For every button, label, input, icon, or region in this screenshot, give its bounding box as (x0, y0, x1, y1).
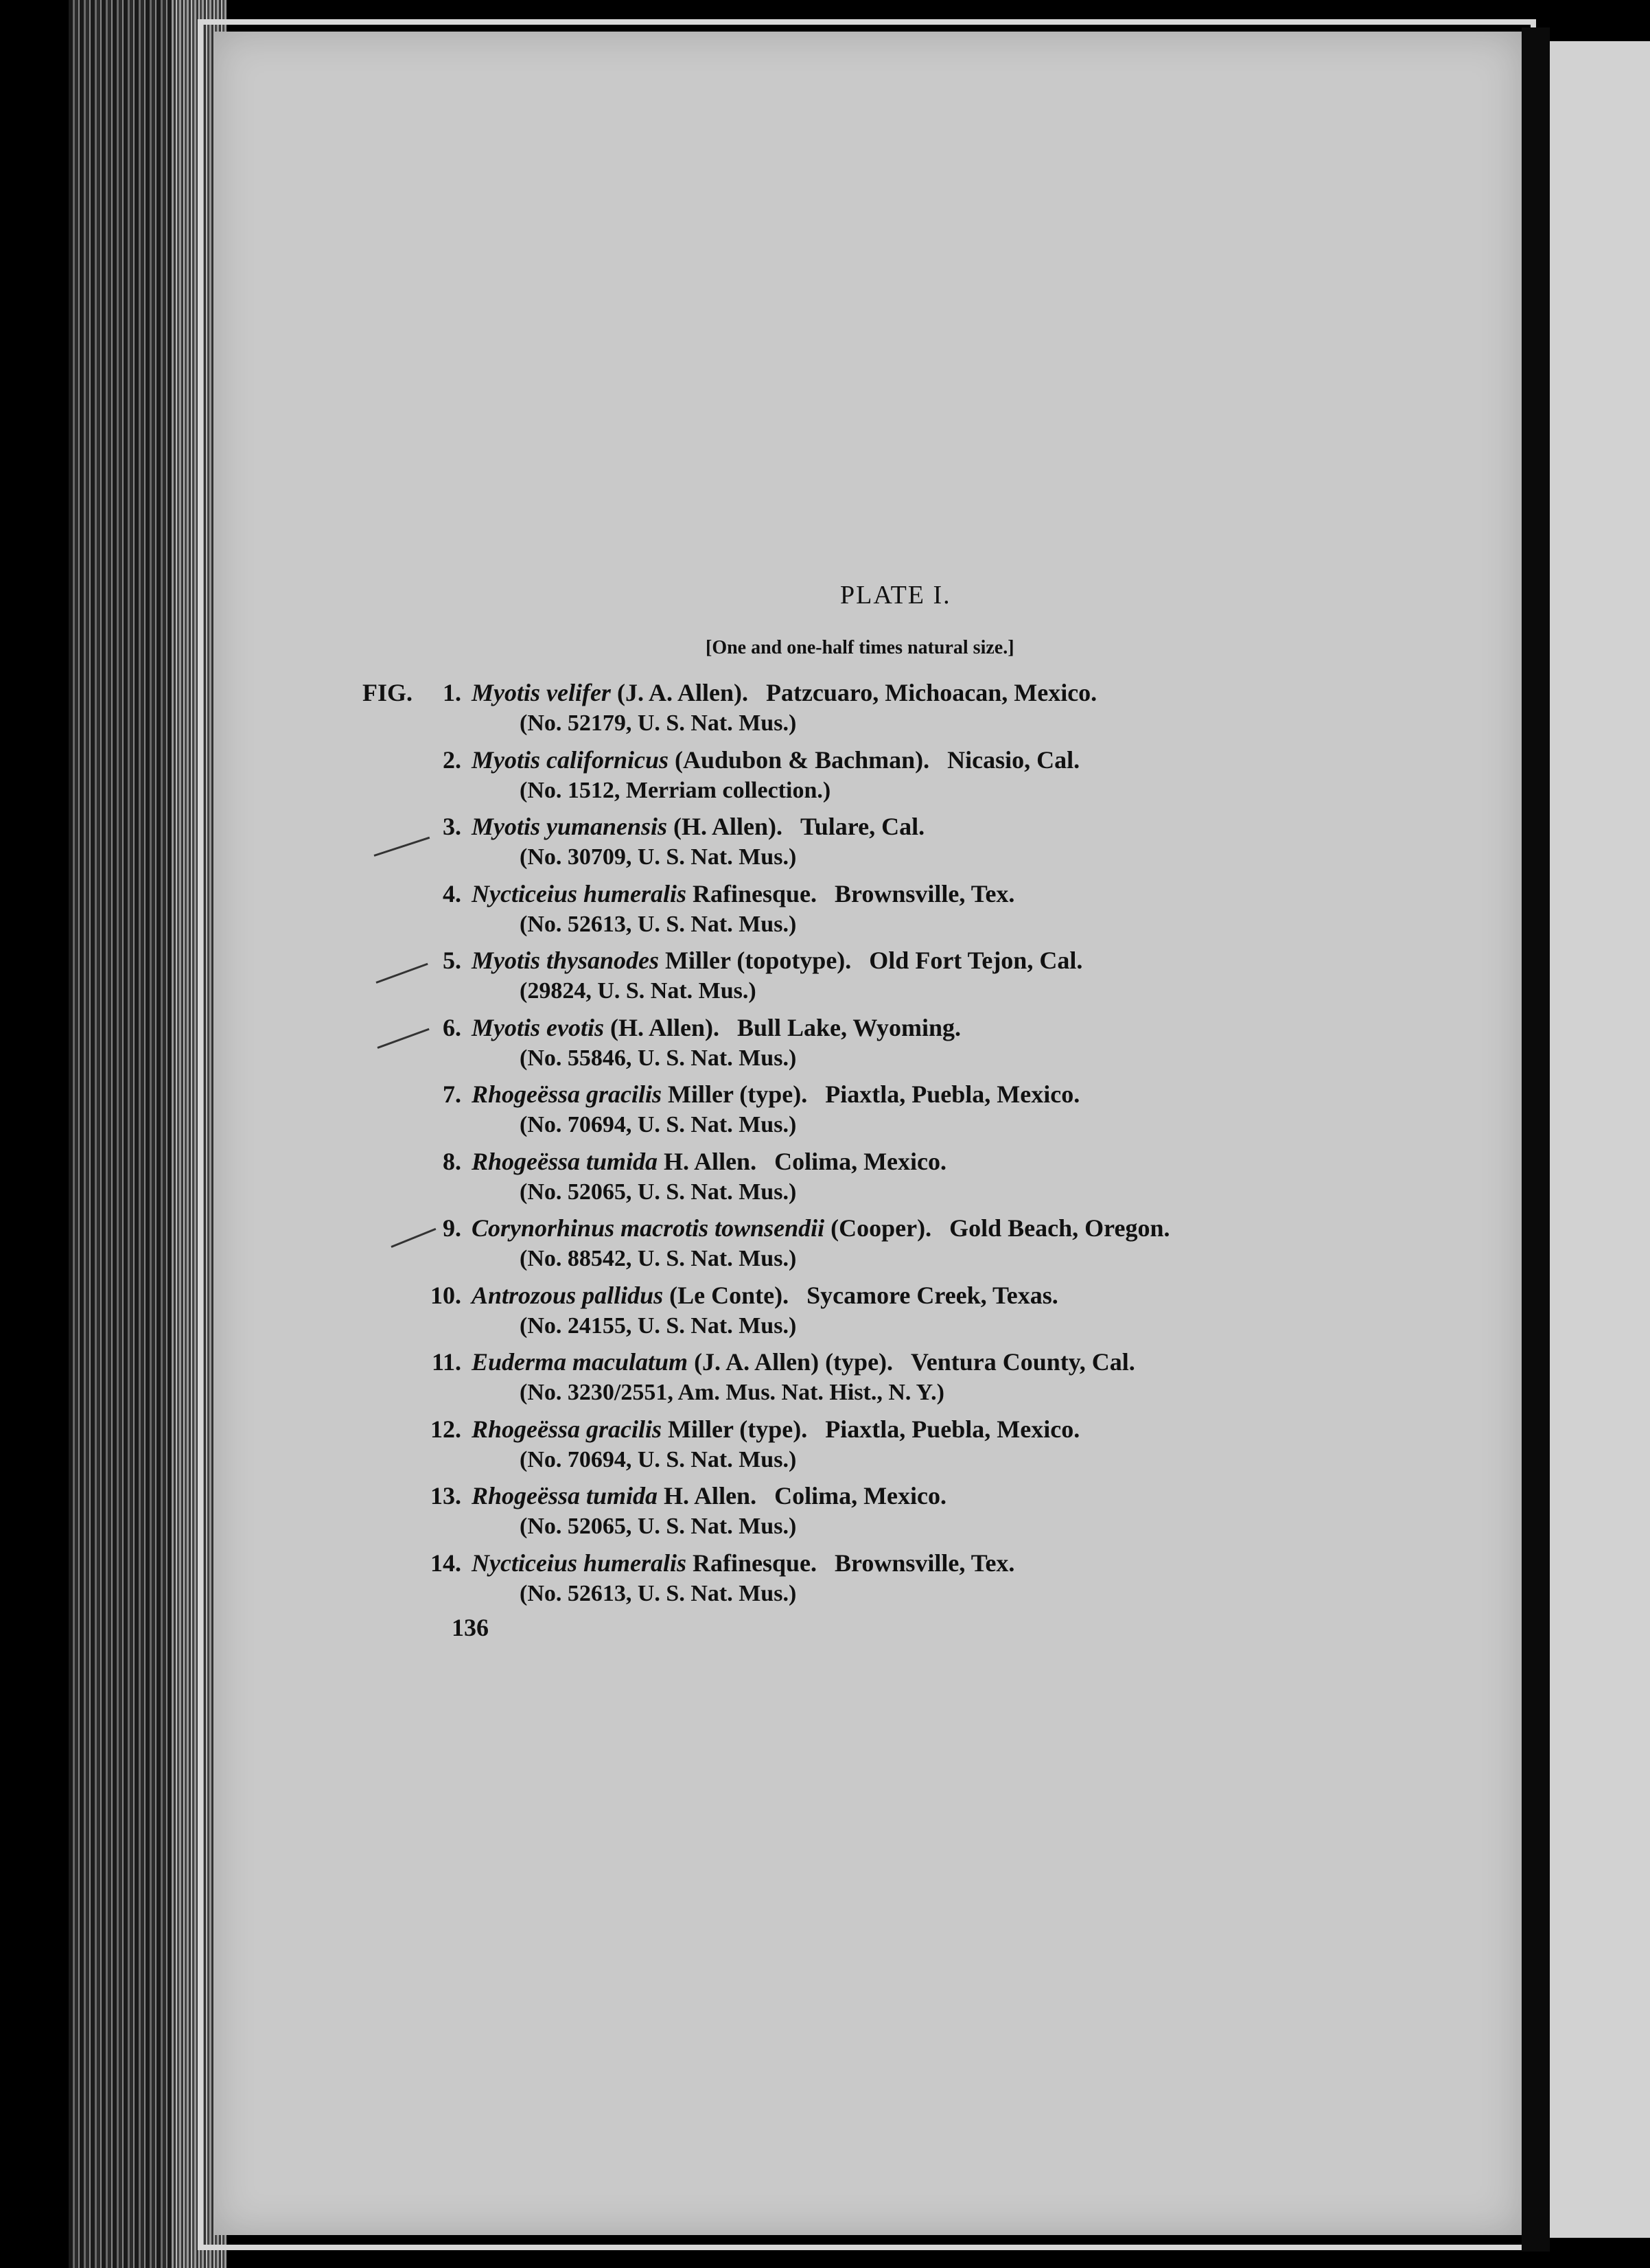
species-author: H. Allen. (658, 1482, 757, 1509)
species-author: H. Allen. (658, 1148, 757, 1175)
species-author: (Le Conte). (663, 1282, 789, 1309)
figure-entry (472, 1415, 1080, 1444)
locality: Piaxtla, Puebla, Mexico. (825, 1080, 1080, 1108)
locality: Brownsville, Tex. (835, 1549, 1015, 1577)
species-name: Rhogeëssa gracilis (472, 1080, 662, 1108)
species-name: Myotis californicus (472, 746, 669, 774)
locality: Patzcuaro, Michoacan, Mexico. (765, 679, 1097, 706)
plate-subtitle: [One and one-half times natural size.] (706, 637, 1014, 658)
species-author: (J. A. Allen) (type). (688, 1348, 894, 1376)
species-author: (H. Allen). (603, 1014, 719, 1041)
book-page (214, 32, 1522, 2235)
species-name: Nycticeius humeralis (472, 880, 686, 907)
figure-entry (472, 1281, 1058, 1310)
catalog-number: (No. 70694, U. S. Nat. Mus.) (520, 1112, 797, 1137)
fig-label: FIG. (362, 679, 413, 706)
species-author: Miller (topotype). (659, 947, 852, 974)
catalog-number: (No. 52065, U. S. Nat. Mus.) (520, 1179, 797, 1205)
figure-number: 8. (443, 1148, 461, 1175)
species-name: Myotis yumanensis (472, 813, 668, 840)
figure-number: 4. (443, 880, 461, 907)
locality: Nicasio, Cal. (947, 746, 1080, 774)
species-author: Miller (type). (662, 1080, 808, 1108)
figure-number: 12. (430, 1415, 461, 1443)
figure-number: 5. (443, 947, 461, 974)
catalog-number: (No. 52179, U. S. Nat. Mus.) (520, 710, 797, 736)
figure-number: 1. (443, 679, 461, 706)
figure-number: 11. (431, 1348, 461, 1376)
catalog-number: (No. 52613, U. S. Nat. Mus.) (520, 912, 797, 937)
figure-entry (472, 879, 1014, 908)
figure-entry (472, 745, 1080, 774)
figure-entry (472, 1481, 946, 1510)
page-number: 136 (452, 1614, 489, 1641)
locality: Sycamore Creek, Texas. (806, 1282, 1058, 1309)
figure-number: 13. (430, 1482, 461, 1509)
locality: Tulare, Cal. (800, 813, 925, 840)
locality: Colima, Mexico. (774, 1482, 947, 1509)
locality: Brownsville, Tex. (835, 880, 1015, 907)
catalog-number: (No. 1512, Merriam collection.) (520, 778, 831, 803)
locality: Piaxtla, Puebla, Mexico. (825, 1415, 1080, 1443)
species-author: Rafinesque. (686, 1549, 817, 1577)
locality: Bull Lake, Wyoming. (736, 1014, 962, 1041)
catalog-number: (No. 24155, U. S. Nat. Mus.) (520, 1313, 797, 1339)
catalog-number: (No. 70694, U. S. Nat. Mus.) (520, 1447, 797, 1472)
catalog-number: (No. 52065, U. S. Nat. Mus.) (520, 1514, 797, 1539)
figure-entry (472, 946, 1082, 975)
figure-entry (472, 1549, 1014, 1577)
species-author: Miller (type). (662, 1415, 808, 1443)
catalog-number: (No. 52613, U. S. Nat. Mus.) (520, 1581, 797, 1606)
figure-entry (472, 1147, 946, 1176)
species-name: Myotis velifer (472, 679, 611, 706)
facing-page (1550, 41, 1650, 2238)
species-name: Rhogeëssa tumida (472, 1482, 658, 1509)
figure-number: 10. (430, 1282, 461, 1309)
catalog-number: (No. 88542, U. S. Nat. Mus.) (520, 1246, 797, 1271)
species-author: (J. A. Allen). (610, 679, 748, 706)
species-name: Rhogeëssa tumida (472, 1148, 658, 1175)
catalog-number: (29824, U. S. Nat. Mus.) (520, 978, 756, 1004)
species-name: Rhogeëssa gracilis (472, 1415, 662, 1443)
species-name: Antrozous pallidus (472, 1282, 664, 1309)
species-name: Corynorhinus macrotis townsendii (472, 1214, 825, 1242)
figure-number: 6. (443, 1014, 461, 1041)
species-author: (Cooper). (824, 1214, 932, 1242)
figure-entry (472, 1080, 1080, 1109)
figure-entry (472, 1214, 1170, 1242)
figure-number: 7. (443, 1080, 461, 1108)
locality: Old Fort Tejon, Cal. (869, 947, 1083, 974)
plate-title: PLATE I. (840, 581, 951, 610)
species-name: Myotis thysanodes (472, 947, 660, 974)
figure-number: 2. (443, 746, 461, 774)
locality: Colima, Mexico. (774, 1148, 947, 1175)
locality: Gold Beach, Oregon. (949, 1214, 1170, 1242)
catalog-number: (No. 3230/2551, Am. Mus. Nat. Hist., N. Y.) (520, 1380, 944, 1405)
species-name: Euderma maculatum (472, 1348, 688, 1376)
figure-entry (472, 812, 925, 841)
catalog-number: (No. 30709, U. S. Nat. Mus.) (520, 844, 797, 870)
species-author: (Audubon & Bachman). (669, 746, 930, 774)
catalog-number: (No. 55846, U. S. Nat. Mus.) (520, 1045, 797, 1071)
figure-number: 9. (443, 1214, 461, 1242)
species-name: Myotis evotis (472, 1014, 604, 1041)
species-author: Rafinesque. (686, 880, 817, 907)
figure-entry (472, 678, 1097, 707)
species-author: (H. Allen). (667, 813, 783, 840)
figure-number: 3. (443, 813, 461, 840)
figure-entry (472, 1347, 1135, 1376)
book-gutter (1522, 27, 1550, 2252)
locality: Ventura County, Cal. (911, 1348, 1135, 1376)
species-name: Nycticeius humeralis (472, 1549, 686, 1577)
figure-number: 14. (430, 1549, 461, 1577)
figure-entry (472, 1013, 961, 1042)
